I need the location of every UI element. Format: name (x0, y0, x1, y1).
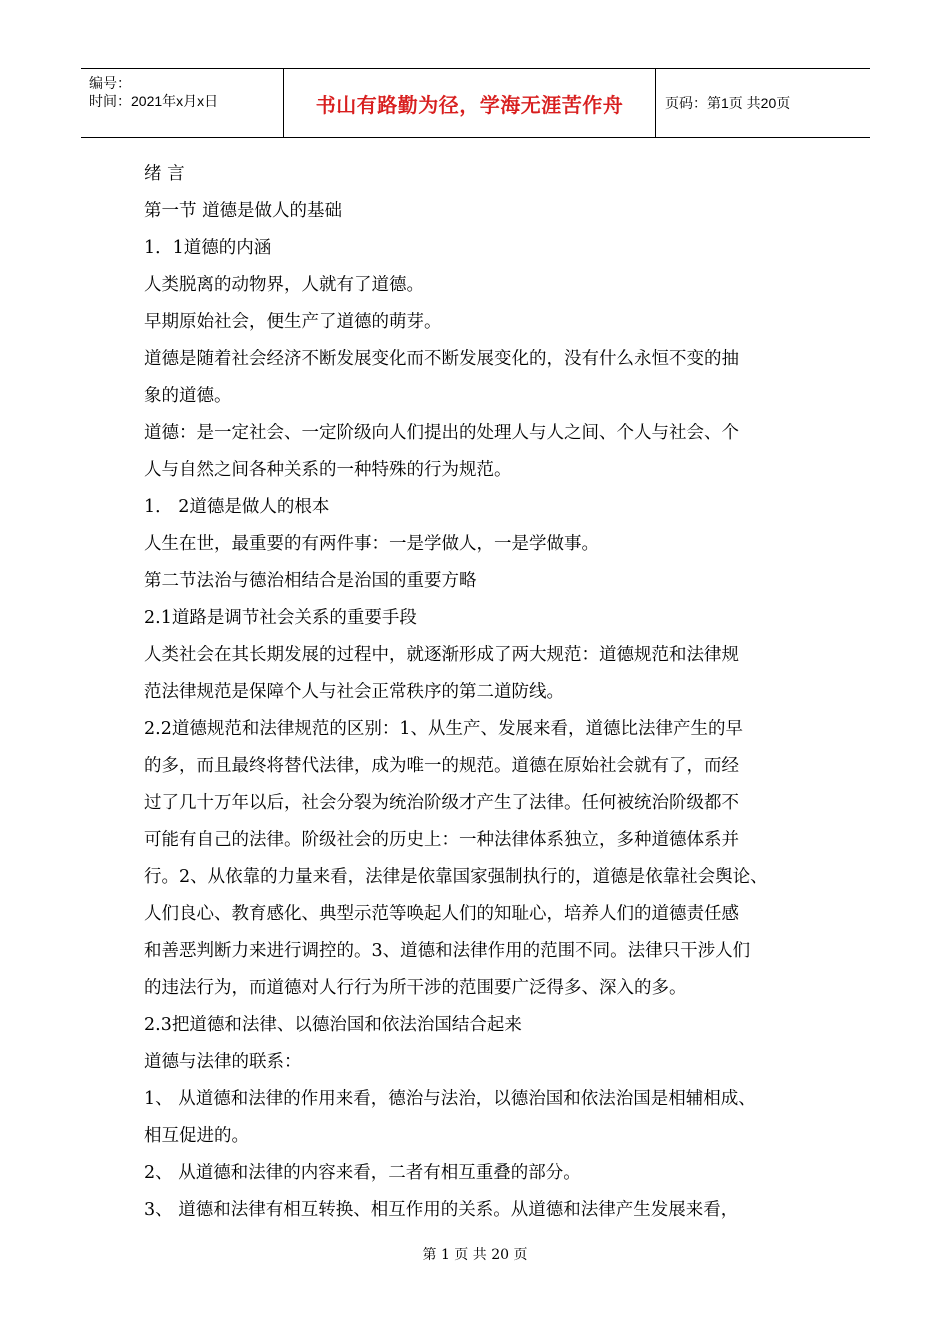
list-item: 1、 从道德和法律的作用来看，德治与法治，以德治国和依法治国是相辅相成、 (144, 1089, 756, 1109)
text-line: 道德是随着社会经济不断发展变化而不断发展变化的，没有什么永恒不变的抽 (144, 349, 739, 369)
text-line: 早期原始社会，便生产了道德的萌芽。 (144, 312, 442, 332)
page-footer: 第 1 页 共 20 页 (422, 1247, 528, 1263)
header-meta-cell (81, 69, 284, 137)
time-label: 时间：2021年x月x日 (89, 93, 219, 109)
text-line: 道德：是一定社会、一定阶级向人们提出的处理人与人之间、个人与社会、个 (144, 423, 739, 443)
section-heading: 第二节法治与德治相结合是治国的重要方略 (144, 571, 477, 591)
subsection-heading: 1．1道德的内涵 (144, 238, 272, 258)
subsection-heading: 1． 2道德是做人的根本 (144, 497, 330, 517)
text-line: 人与自然之间各种关系的一种特殊的行为规范。 (144, 460, 512, 480)
text-line: 人类脱离的动物界，人就有了道德。 (144, 275, 424, 295)
text-line: 和善恶判断力来进行调控的。3、道德和法律作用的范围不同。法律只干涉人们 (144, 941, 751, 961)
text-line: 象的道德。 (144, 386, 232, 406)
page-header (81, 68, 870, 138)
section-heading: 第一节 道德是做人的基础 (144, 201, 343, 221)
text-line: 的违法行为，而道德对人行行为所干涉的范围要广泛得多、深入的多。 (144, 978, 687, 998)
text-line: 可能有自己的法律。阶级社会的历史上：一种法律体系独立，多种道德体系并 (144, 830, 739, 850)
text-line: 人生在世，最重要的有两件事：一是学做人，一是学做事。 (144, 534, 599, 554)
motto-text: 书山有路勤为径，学海无涯苦作舟 (315, 92, 624, 117)
page-info: 页码：第1页 共20页 (665, 95, 791, 111)
title-line: 绪 言 (144, 164, 185, 184)
text-line: 范法律规范是保障个人与社会正常秩序的第二道防线。 (144, 682, 564, 702)
subsection-heading: 2.1道路是调节社会关系的重要手段 (144, 608, 417, 628)
text-line: 过了几十万年以后，社会分裂为统治阶级才产生了法律。任何被统治阶级都不 (144, 793, 739, 813)
text-line: 人们良心、教育感化、典型示范等唤起人们的知耻心，培养人们的道德责任感 (144, 904, 739, 924)
subsection-heading: 2.3把道德和法律、以德治国和依法治国结合起来 (144, 1015, 522, 1035)
number-label: 编号： (89, 75, 131, 91)
text-line: 道德与法律的联系： (144, 1052, 302, 1072)
text-line: 相互促进的。 (144, 1126, 249, 1146)
header-motto-cell (284, 69, 656, 137)
text-line: 行。2、从依靠的力量来看，法律是依靠国家强制执行的，道德是依靠社会舆论、 (144, 867, 768, 887)
text-line: 的多，而且最终将替代法律，成为唯一的规范。道德在原始社会就有了，而经 (144, 756, 739, 776)
text-line: 2.2道德规范和法律规范的区别：1、从生产、发展来看，道德比法律产生的早 (144, 719, 743, 739)
text-line: 人类社会在其长期发展的过程中，就逐渐形成了两大规范：道德规范和法律规 (144, 645, 739, 665)
document-body (144, 156, 834, 1229)
list-item: 2、 从道德和法律的内容来看，二者有相互重叠的部分。 (144, 1163, 581, 1183)
list-item: 3、 道德和法律有相互转换、相互作用的关系。从道德和法律产生发展来看， (144, 1200, 739, 1220)
